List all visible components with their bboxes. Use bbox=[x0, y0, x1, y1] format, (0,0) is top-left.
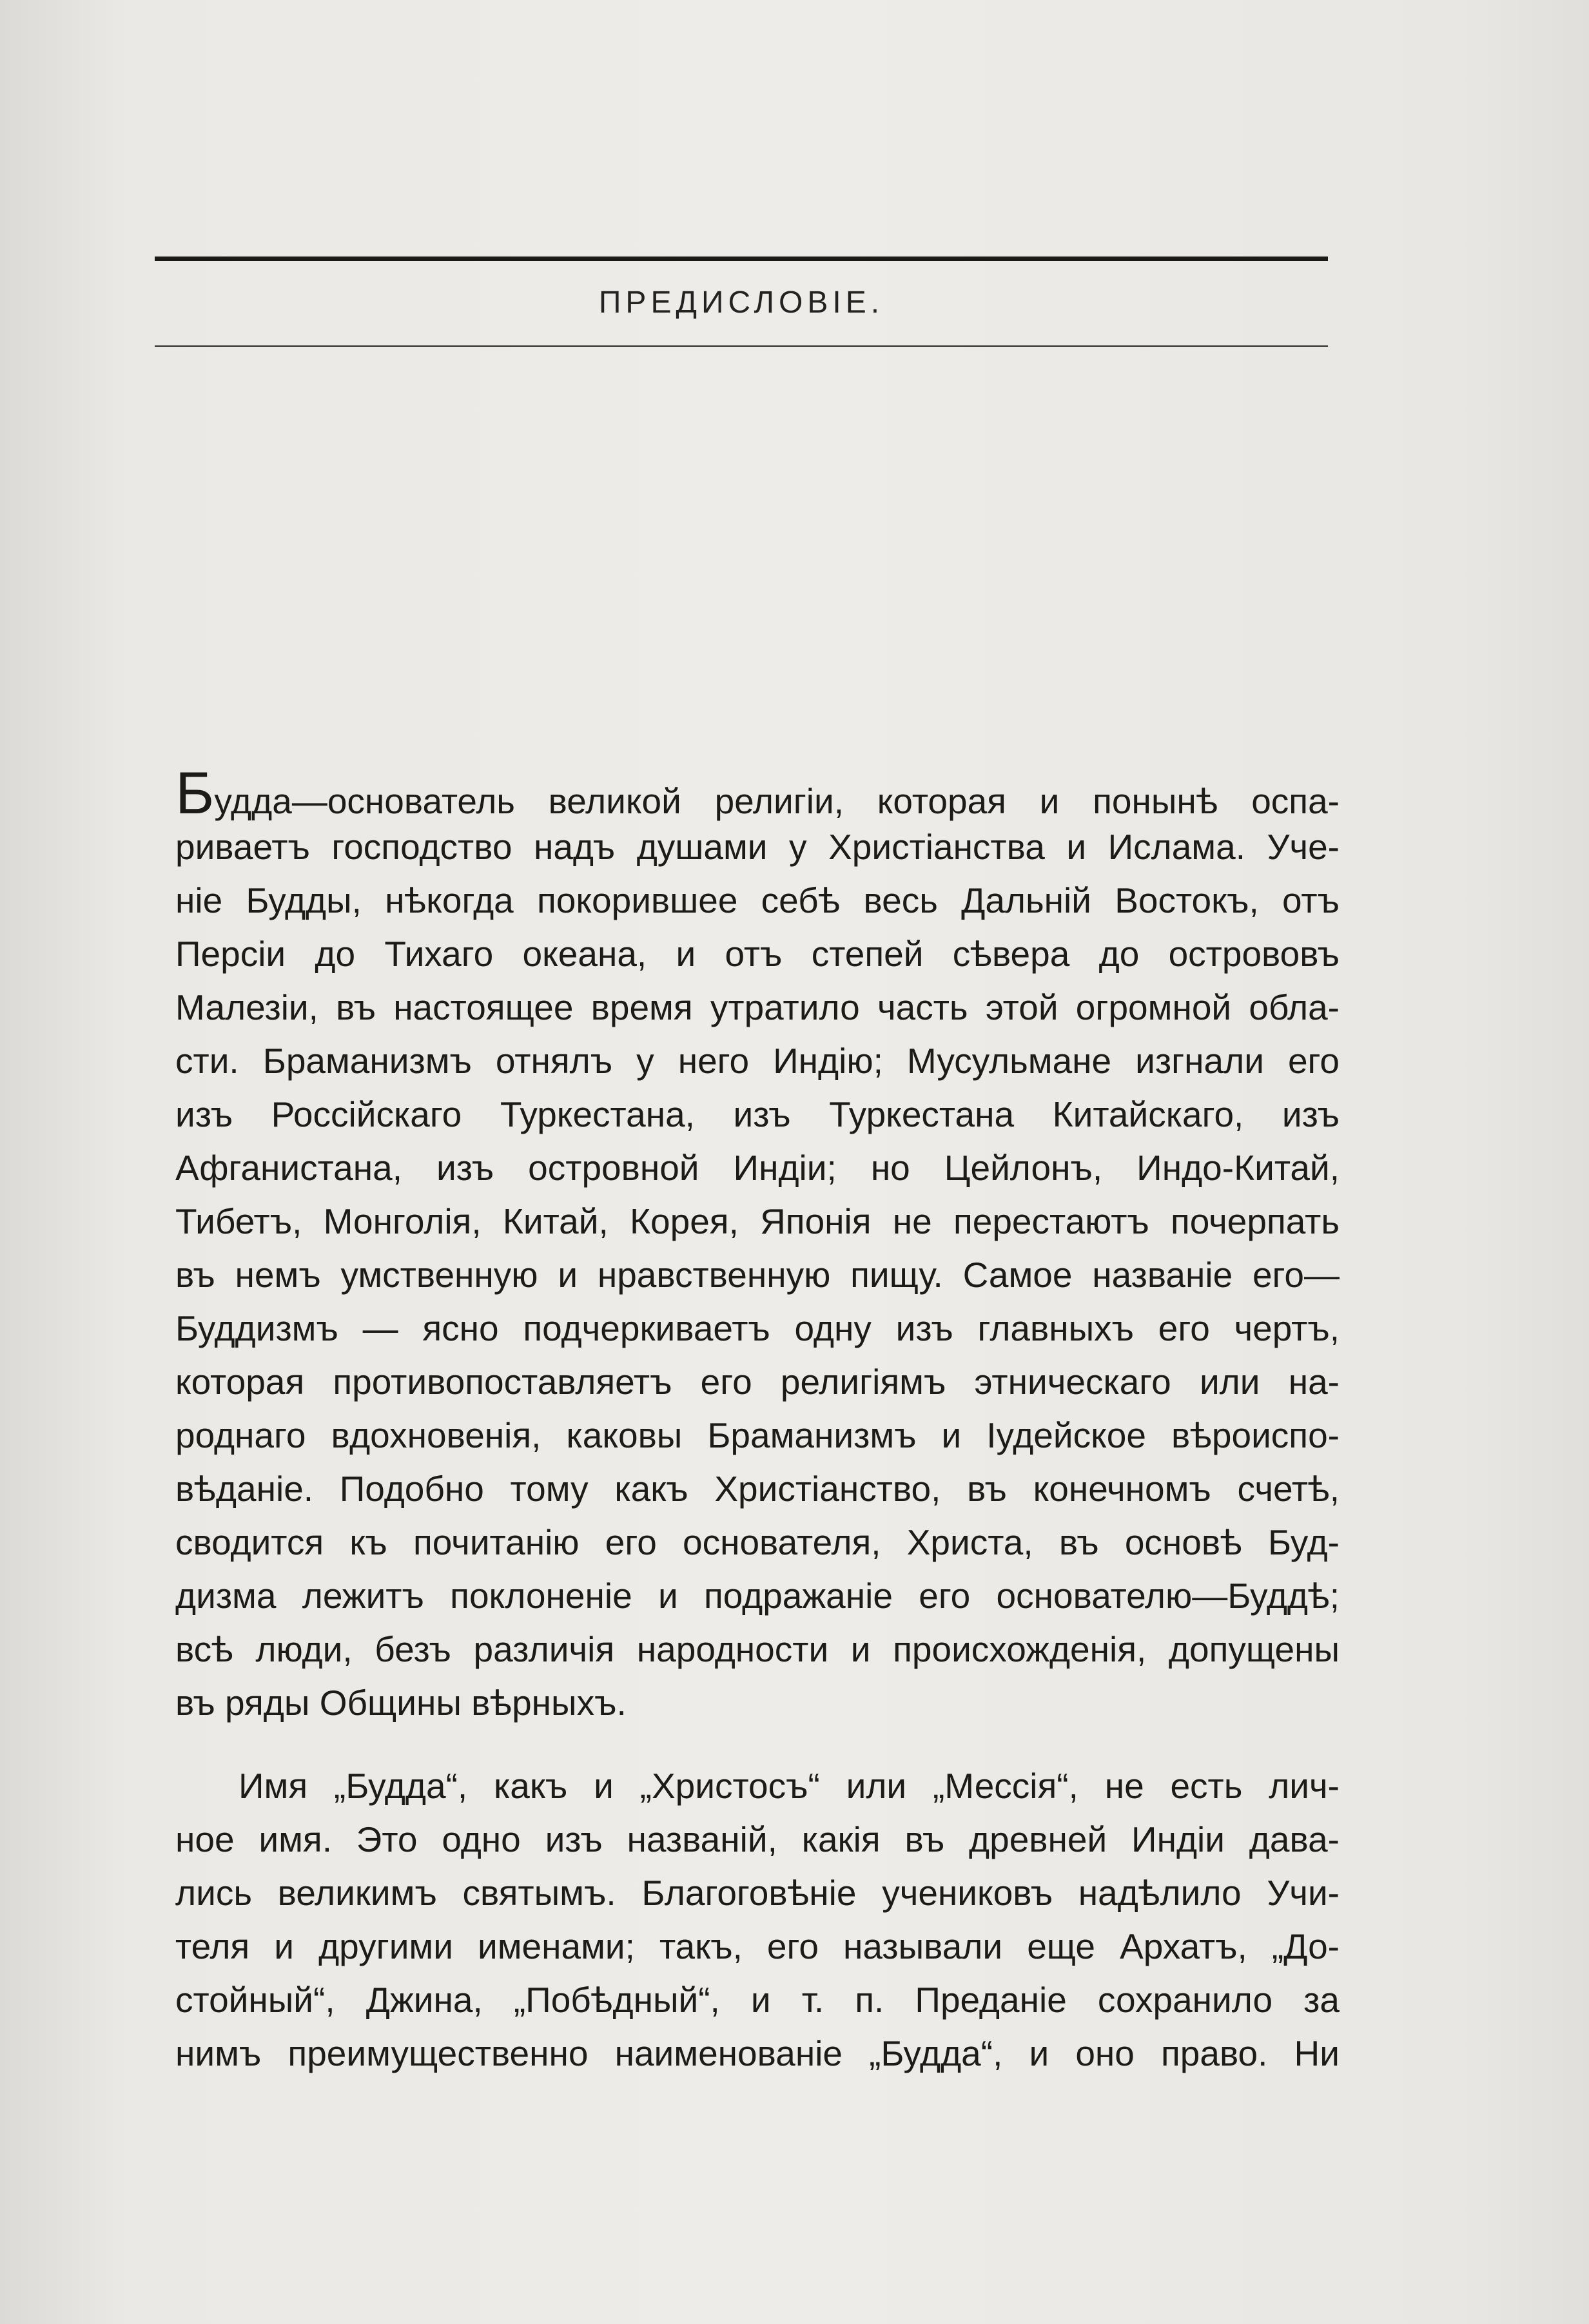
paragraph-gap bbox=[175, 1730, 1340, 1759]
text-line: нимъ преимущественно наименованіе „Будда“, и оно право. Ни bbox=[175, 2033, 1340, 2073]
body-text bbox=[175, 760, 1340, 2080]
header-rule-bottom bbox=[155, 345, 1328, 347]
text-line: которая противопоставляетъ его религіямъ этническаго или на- bbox=[175, 1362, 1340, 1402]
text-line: стойный“, Джина, „Побѣдный“, и т. п. Преданіе сохранило за bbox=[175, 1980, 1340, 2020]
text-line: Персіи до Тихаго океана, и отъ степей сѣвера до острововъ bbox=[175, 934, 1340, 974]
text-line: изъ Россійскаго Туркестана, изъ Туркестана Китайскаго, изъ bbox=[175, 1094, 1340, 1134]
text-line: ное имя. Это одно изъ названій, какія въ древней Индіи дава- bbox=[175, 1819, 1340, 1859]
text-line: всѣ люди, безъ различія народности и происхожденія, допущены bbox=[175, 1629, 1340, 1669]
text-line: Будда—основатель великой религіи, которая и понынѣ оспа- bbox=[175, 760, 1340, 826]
text-line: роднаго вдохновенія, каковы Браманизмъ и Іудейское вѣроиспо- bbox=[175, 1415, 1340, 1455]
drop-cap: Б bbox=[175, 760, 215, 826]
text-line: Тибетъ, Монголія, Китай, Корея, Японія не перестаютъ почерпать bbox=[175, 1201, 1340, 1241]
text-line: теля и другими именами; такъ, его называли еще Архатъ, „До- bbox=[175, 1926, 1340, 1966]
text-line: риваетъ господство надъ душами у Христіанства и Ислама. Уче- bbox=[175, 827, 1340, 867]
text-line: Буддизмъ — ясно подчеркиваетъ одну изъ главныхъ его чертъ, bbox=[175, 1308, 1340, 1348]
text-line: сти. Браманизмъ отнялъ у него Индію; Мусульмане изгнали его bbox=[175, 1041, 1340, 1081]
text-line: въ немъ умственную и нравственную пищу. Самое названіе его— bbox=[175, 1255, 1340, 1295]
page-title: ПРЕДИСЛОВІЕ. bbox=[598, 286, 884, 320]
header-rule-top bbox=[155, 257, 1328, 261]
text-line: лись великимъ святымъ. Благоговѣніе учениковъ надѣлило Учи- bbox=[175, 1873, 1340, 1913]
text-line: сводится къ почитанію его основателя, Христа, въ основѣ Буд- bbox=[175, 1522, 1340, 1562]
text-line: Малезіи, въ настоящее время утратило часть этой огромной обла- bbox=[175, 987, 1340, 1027]
text-line: дизма лежитъ поклоненіе и подражаніе его основателю—Буддѣ; bbox=[175, 1576, 1340, 1616]
text-line: Афганистана, изъ островной Индіи; но Цейлонъ, Индо-Китай, bbox=[175, 1148, 1340, 1188]
text-line: вѣданіе. Подобно тому какъ Христіанство, въ конечномъ счетѣ, bbox=[175, 1469, 1340, 1509]
text-line: Имя „Будда“, какъ и „Христосъ“ или „Мессія“, не есть лич- bbox=[239, 1766, 1340, 1806]
text-line: ніе Будды, нѣкогда покорившее себѣ весь Дальній Востокъ, отъ bbox=[175, 880, 1340, 920]
text-line: въ ряды Общины вѣрныхъ. bbox=[175, 1683, 627, 1723]
